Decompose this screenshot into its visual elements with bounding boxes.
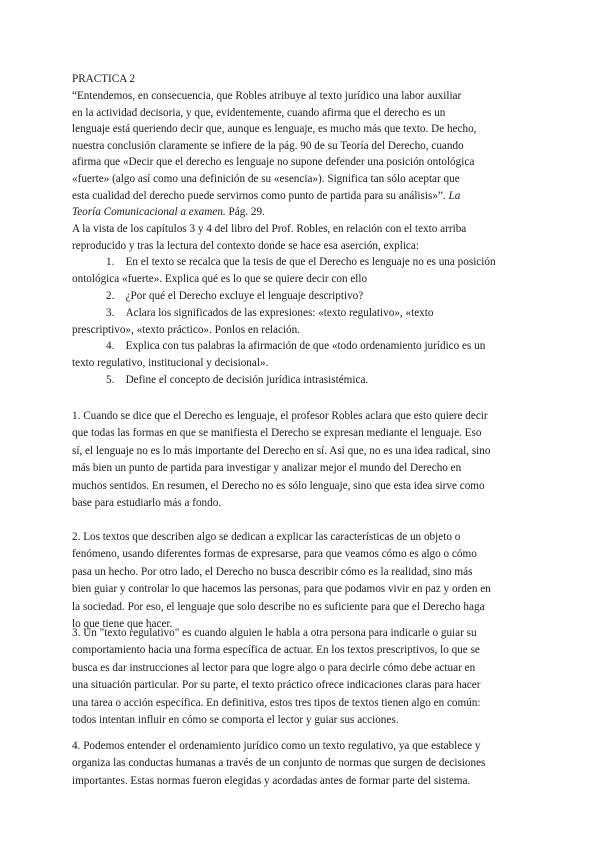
question-item: 5. Define el concepto de decisión jurídica intrasistémica.	[106, 374, 369, 386]
question-item: 3. Aclara los significados de las expresiones: «texto regulativo», «texto prescriptivo», «texto práctico». Ponlos en relación.	[72, 307, 434, 336]
quote-line: «fuerte» (algo así como una definición de su «esencia»). Significa tan sólo aceptar que	[72, 172, 460, 185]
quote-line: lenguaje está queriendo decir que, aunque es lenguaje, es mucho más que texto. De hecho,	[72, 123, 477, 136]
answer-paragraph-2: 2. Los textos que describen algo se dedican a explicar las características de un objeto o fenómeno, usando diferentes formas de expresarse, para que veamos cómo es algo o cómo pasa un hecho. Por otro lado, el Derecho no busca describir cómo es la realidad, sino más bien guiar y controlar lo que hacemos las personas, para que podamos vivir en paz y orden en la sociedad. Por eso, el lenguaje que solo describe no es suficiente para que el Derecho haga lo que tiene que hacer.	[72, 531, 491, 630]
question-item: 2. ¿Por qué el Derecho excluye el lenguaje descriptivo?	[106, 290, 364, 302]
quote-line: en la actividad decisoria, y que, evidentemente, cuando afirma que el derecho es un	[72, 106, 446, 119]
answer-paragraph-3: 3. Un "texto regulativo" es cuando alguien le habla a otra persona para indicarle o guiar su comportamiento hacia una forma específica de actuar. En los textos prescriptivos, lo que se busca es dar instrucciones al lector para que logre algo o para decirle cómo debe actuar en una situación particular. Por su parte, el texto práctico ofrece indicaciones claras para hacer una tarea o acción específica. En definitiva, estos tres tipos de textos tienen algo en común: todos intentan influir en cómo se comporta el lector y guiar sus acciones.	[72, 627, 481, 726]
quote-line: “Entendemos, en consecuencia, que Robles atribuye al texto jurídico una labor auxiliar	[72, 90, 462, 102]
quote-block	[72, 88, 476, 221]
quote-source: Teoría Comunicacional a examen. Pág. 29.	[72, 206, 265, 219]
quote-line: afirma que «Decir que el derecho es lenguaje no supone defender una posición ontológica	[72, 156, 475, 169]
answer-paragraph-4: 4. Podemos entender el ordenamiento jurídico como un texto regulativo, ya que establece y organiza las conductas humanas a través de un conjunto de normas que surgen de decisiones importantes. Estas normas fueron elegidas y acordadas antes de formar parte del sistema.	[72, 740, 486, 787]
quote-line: nuestra conclusión claramente se infiere de la pág. 90 de su Teoría del Derecho, cuando	[72, 139, 464, 152]
answer-paragraph-1: 1. Cuando se dice que el Derecho es lenguaje, el profesor Robles aclara que esto quiere decir que todas las formas en que se manifiesta el Derecho se expresan mediante el lenguaje. Eso sí, el lenguaje no es lo más importante del Derecho en sí. Así que, no es una idea radical, sino más bien un punto de partida para investigar y analizar mejor el mundo del Derecho en muchos sentidos. En resumen, el Derecho no es sólo lenguaje, sino que esta idea sirve como base para estudiarlo más a fondo.	[72, 410, 491, 509]
question-item: 1. En el texto se recalca que la tesis de que el Derecho es lenguaje no es una posición ontológica «fuerte». Explica qué es lo que se quiere decir con ello	[72, 256, 496, 285]
document-title: PRACTICA 2	[72, 73, 136, 85]
intro-paragraph: A la vista de los capítulos 3 y 4 del libro del Prof. Robles, en relación con el texto arriba reproducido y tras la lectura del contexto donde se hace esa aserción, explica:	[72, 223, 467, 252]
quote-line: esta cualidad del derecho puede servirnos como punto de partida para su análisis»”. La	[72, 189, 461, 202]
question-item: 4. Explica con tus palabras la afirmación de que «todo ordenamiento jurídico es un texto regulativo, institucional y decisional».	[72, 340, 486, 369]
